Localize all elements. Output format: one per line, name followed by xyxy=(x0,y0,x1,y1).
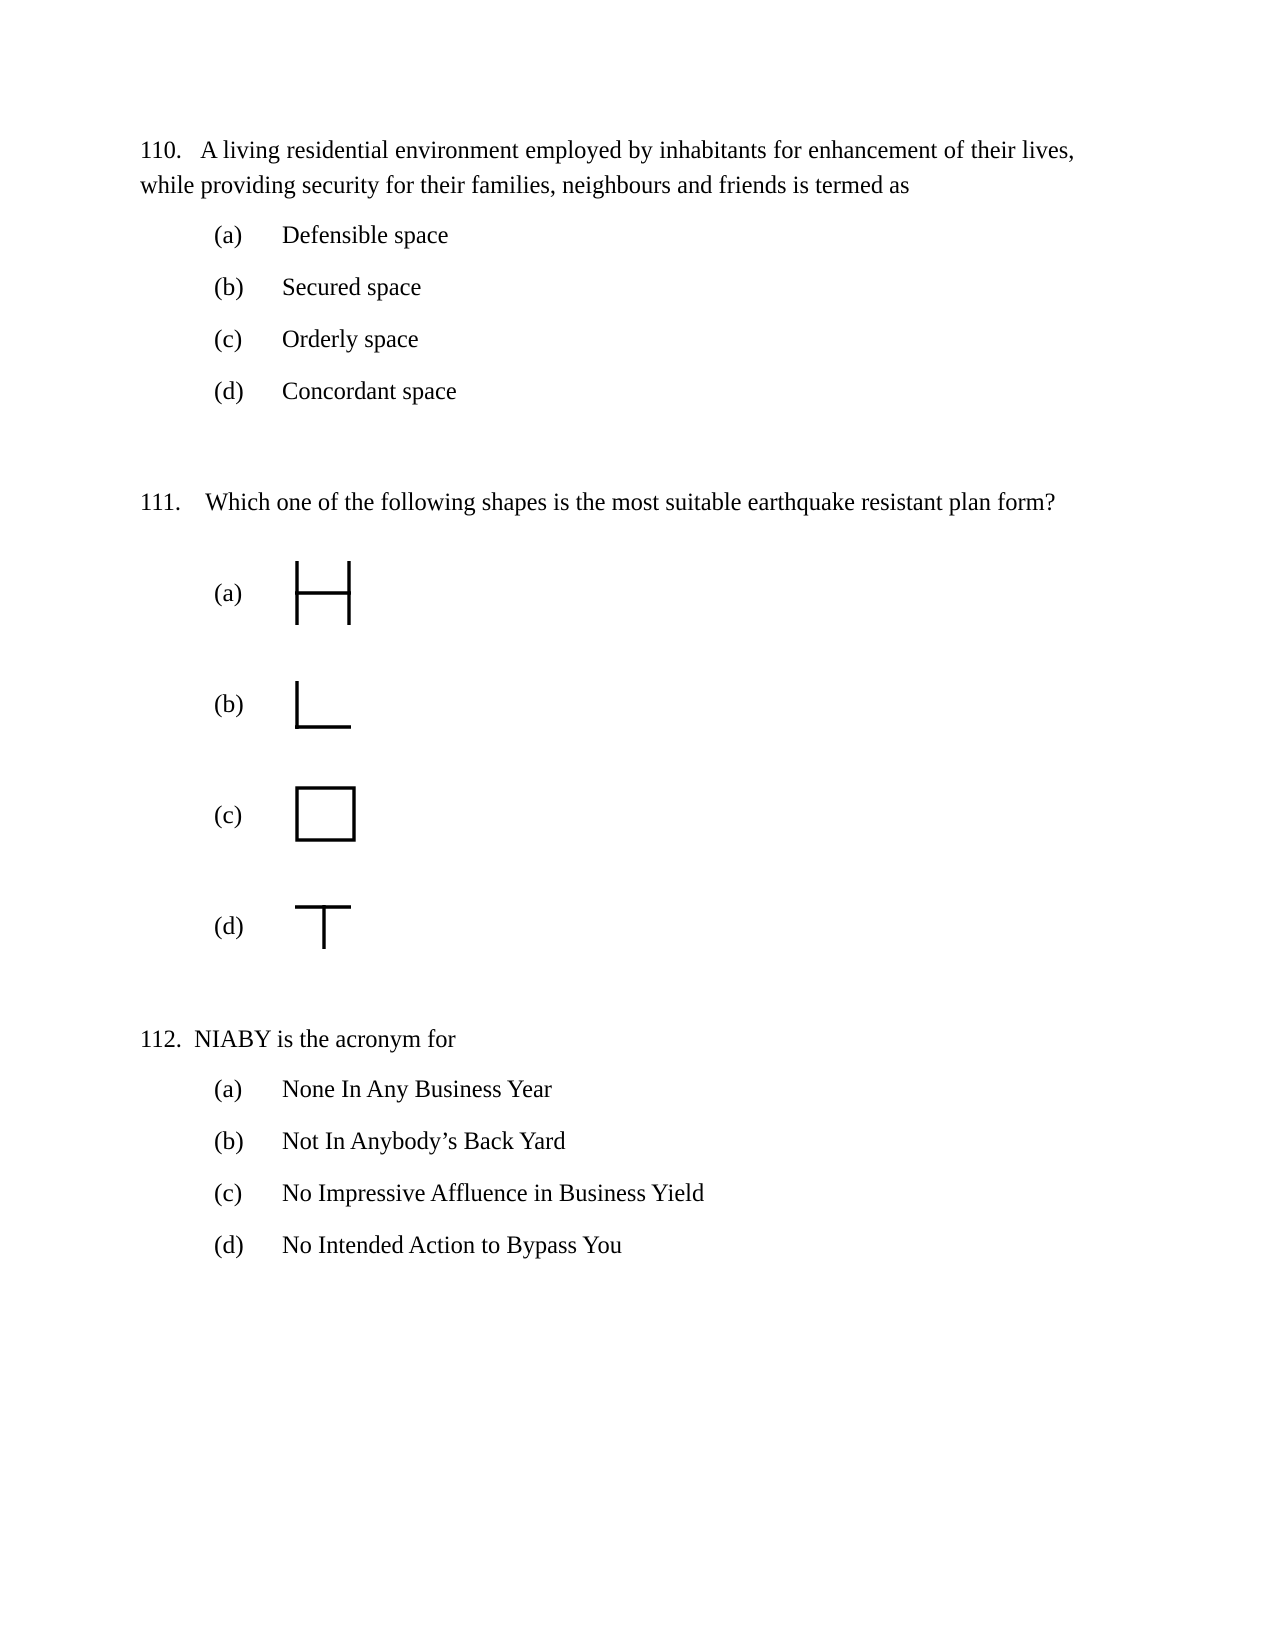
option-111-a[interactable] xyxy=(214,537,1075,648)
l-shape-icon xyxy=(282,659,442,749)
option-label: (b) xyxy=(214,688,244,718)
option-label: (a) xyxy=(214,577,243,607)
question-111-text: Which one of the following shapes is the most suitable earthquake resistant plan form? xyxy=(205,487,1056,516)
option-label: (d) xyxy=(214,376,244,405)
option-110-d[interactable] xyxy=(214,374,1075,408)
question-112-body xyxy=(140,1021,1074,1056)
option-text: Concordant space xyxy=(282,376,457,405)
page-content xyxy=(140,132,1075,1280)
option-112-c[interactable] xyxy=(214,1176,1075,1210)
question-112-text: NIABY is the acronym for xyxy=(194,1024,456,1053)
question-110-number: 110. xyxy=(140,135,182,164)
section-spacer xyxy=(140,426,1075,484)
question-110-body xyxy=(140,132,1074,202)
option-111-c[interactable] xyxy=(214,759,1075,870)
option-label: (c) xyxy=(214,1178,243,1207)
option-112-a[interactable] xyxy=(214,1072,1075,1106)
option-text: Not In Anybody’s Back Yard xyxy=(282,1126,566,1155)
option-112-d[interactable] xyxy=(214,1228,1075,1262)
question-112-number: 112. xyxy=(140,1024,182,1053)
option-label: (b) xyxy=(214,272,244,301)
question-112-options xyxy=(140,1072,1075,1262)
option-112-b[interactable] xyxy=(214,1124,1075,1158)
h-shape-icon xyxy=(282,548,442,638)
question-111 xyxy=(140,484,1075,981)
question-110 xyxy=(140,132,1075,408)
option-text: No Impressive Affluence in Business Yield xyxy=(282,1178,705,1207)
option-text: No Intended Action to Bypass You xyxy=(282,1230,623,1259)
option-110-a[interactable] xyxy=(214,218,1075,252)
option-label: (c) xyxy=(214,799,243,829)
question-112 xyxy=(140,1021,1075,1262)
section-spacer xyxy=(140,981,1075,1021)
question-110-options xyxy=(140,218,1075,408)
rectangle-shape-icon xyxy=(282,770,442,860)
question-110-text: A living residential environment employed by inhabitants for enhancement of their lives, while providing security for their families, neighbours and friends is termed as xyxy=(140,135,1075,199)
option-111-d[interactable] xyxy=(214,870,1075,981)
option-110-c[interactable] xyxy=(214,322,1075,356)
option-label: (c) xyxy=(214,324,243,353)
option-text: None In Any Business Year xyxy=(282,1074,552,1103)
option-label: (b) xyxy=(214,1126,244,1155)
option-label: (a) xyxy=(214,220,243,249)
option-text: Defensible space xyxy=(282,220,449,249)
option-text: Orderly space xyxy=(282,324,419,353)
option-label: (a) xyxy=(214,1074,243,1103)
option-111-b[interactable] xyxy=(214,648,1075,759)
option-label: (d) xyxy=(214,910,244,940)
option-110-b[interactable] xyxy=(214,270,1075,304)
option-label: (d) xyxy=(214,1230,244,1259)
question-111-options xyxy=(140,537,1075,981)
t-shape-icon xyxy=(282,881,442,971)
option-text: Secured space xyxy=(282,272,422,301)
question-111-number: 111. xyxy=(140,487,182,516)
question-111-body xyxy=(140,484,1074,519)
